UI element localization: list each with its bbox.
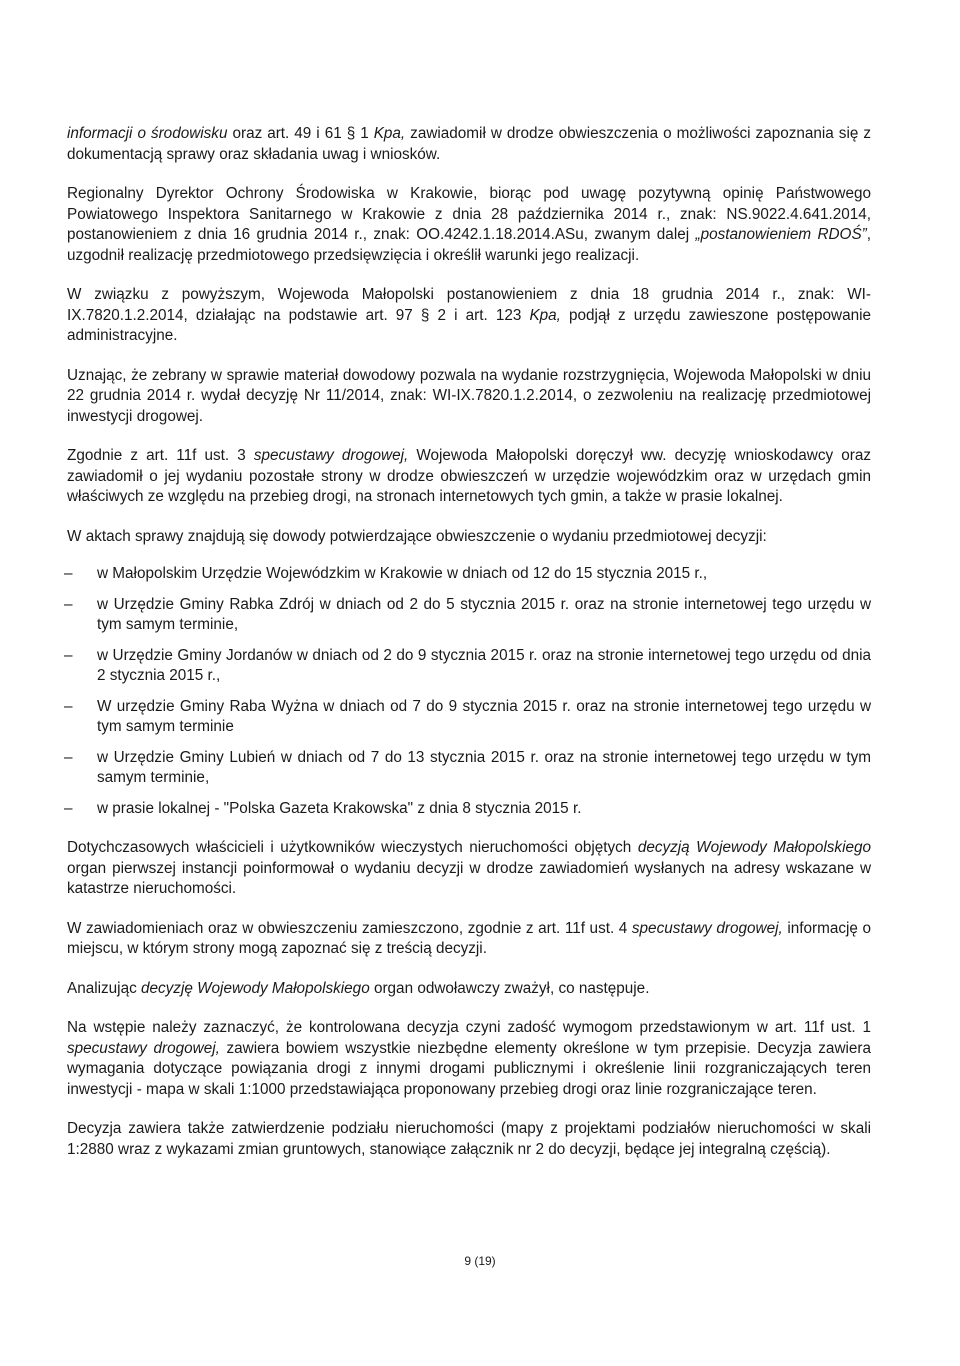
text-span: Analizując xyxy=(67,979,141,997)
paragraph-9 xyxy=(67,979,871,1000)
text-span: W zawiadomieniach oraz w obwieszczeniu zamieszczono, zgodnie z art. 11f ust. 4 xyxy=(67,919,632,937)
text-span: podjął z urzędu zawieszone postępowanie administracyjne. xyxy=(67,306,871,344)
italic-term: decyzją Wojewody Małopolskiego xyxy=(637,839,872,856)
page-number: 9 (19) xyxy=(464,1254,496,1268)
list-item: – W urzędzie Gminy Raba Wyżna w dniach od 7 do 9 stycznia 2015 r. oraz na stronie internetowej tego urzędu w tym samym terminie xyxy=(67,697,871,738)
text-span: W związku z powyższym, Wojewoda Małopolski postanowieniem z dnia 18 grudnia 2014 r., znak: WI-IX.7820.1.2.2014, działając na podstawie art. 97 § 2 i art. 123 xyxy=(67,286,871,324)
italic-term: specustawy drogowej, xyxy=(253,447,409,464)
list-item: – w Małopolskim Urzędzie Wojewódzkim w Krakowie w dniach od 12 do 15 stycznia 2015 r., xyxy=(67,564,871,585)
paragraph-11: Decyzja zawiera także zatwierdzenie podziału nieruchomości (mapy z projektami podziałów nieruchomości w skali 1:2880 wraz z wykazami zmian gruntowych, stanowiące załącznik nr 2 do decyzji, będące jej integralną częścią). xyxy=(67,1120,871,1158)
italic-term: Kpa, xyxy=(529,306,561,324)
text-span: organ pierwszej instancji poinformował o wydaniu decyzji w drodze zawiadomień wysłanych na adresy wskazane w katastrze nieruchomości. xyxy=(67,859,871,897)
document-body xyxy=(67,124,871,1179)
text-span: oraz art. 49 i 61 § 1 xyxy=(227,125,374,142)
text-span: Regionalny Dyrektor Ochrony Środowiska w Krakowie, biorąc pod uwagę pozytywną opinię Państwowego Powiatowego Inspektora Sanitarnego w Krakowie z dnia 28 października 2014 r., znak: NS.9022.4.641.2014, postanowieniem z dnia 16 grudnia 2014 r., znak: OO.4242.1.18.2014.ASu, zwanym dalej xyxy=(67,185,871,243)
italic-term: informacji o środowisku xyxy=(67,125,228,142)
list-item: – w Urzędzie Gminy Jordanów w dniach od 2 do 9 stycznia 2015 r. oraz na stronie internetowej tego urzędu od dnia 2 stycznia 2015 r., xyxy=(67,646,871,687)
text-span: informację o miejscu, w którym strony mogą zapoznać się z treścią decyzji. xyxy=(67,919,871,957)
italic-term: Kpa, xyxy=(373,125,406,142)
text-span: Zgodnie z art. 11f ust. 3 xyxy=(67,447,254,464)
paragraph-6: W aktach sprawy znajdują się dowody potwierdzające obwieszczenie o wydaniu przedmiotowej decyzji: xyxy=(67,527,767,545)
italic-term: decyzję Wojewody Małopolskiego xyxy=(140,979,370,997)
text-span: Dotychczasowych właścicieli i użytkowników wieczystych nieruchomości objętych xyxy=(67,839,638,856)
italic-term: „postanowieniem RDOŚ” xyxy=(695,226,867,243)
paragraph-4: Uznając, że zebrany w sprawie materiał dowodowy pozwala na wydanie rozstrzygnięcia, Wojewoda Małopolski w dniu 22 grudnia 2014 r. wydał decyzję Nr 11/2014, znak: WI-IX.7820.1.2.2014, o zezwoleniu na realizację przedmiotowej inwestycji drogowej. xyxy=(67,366,871,425)
paragraph-3 xyxy=(67,285,871,347)
paragraph-8 xyxy=(67,919,871,960)
paragraph-1 xyxy=(67,124,871,165)
announcement-list xyxy=(67,564,871,819)
text-span: organ odwoławczy zważył, co następuje. xyxy=(369,979,650,997)
text-span: zawiadomił w drodze obwieszczenia o możliwości zapoznania się z dokumentacją sprawy oraz składania uwag i wniosków. xyxy=(67,125,871,163)
italic-term: specustawy drogowej, xyxy=(631,919,783,937)
list-item: – w Urzędzie Gminy Rabka Zdrój w dniach od 2 do 5 stycznia 2015 r. oraz na stronie internetowej tego urzędu w tym samym terminie, xyxy=(67,595,871,636)
text-span: zawiera bowiem wszystkie niezbędne elementy określone w tym przepisie. Decyzja zawiera wymagania dotyczące powiązania drogi z innymi drogami publicznymi i określenie linii rozgraniczających teren inwestycji - mapa w skali 1:1000 przedstawiająca proponowany przebieg drogi oraz linie rozgraniczające teren. xyxy=(67,1039,871,1098)
paragraph-2 xyxy=(67,184,871,266)
italic-term: specustawy drogowej, xyxy=(67,1039,220,1057)
list-item: – w Urzędzie Gminy Lubień w dniach od 7 do 13 stycznia 2015 r. oraz na stronie internetowej tego urzędu w tym samym terminie, xyxy=(67,748,871,789)
text-span: , uzgodnił realizację przedmiotowego przedsięwzięcia i określił warunki jego realizacji. xyxy=(67,226,871,264)
paragraph-10 xyxy=(67,1018,871,1100)
list-item: – w prasie lokalnej - "Polska Gazeta Krakowska" z dnia 8 stycznia 2015 r. xyxy=(67,799,871,820)
text-span: Wojewoda Małopolski doręczył ww. decyzję wnioskodawcy oraz zawiadomił o jej wydaniu pozostałe strony w drodze obwieszczeń w urzędzie wojewódzkim oraz w urzędach gmin właściwych ze względu na przebieg drogi, na stronach internetowych tych gmin, a także w prasie lokalnej. xyxy=(67,447,871,505)
paragraph-5 xyxy=(67,446,871,508)
paragraph-7 xyxy=(67,838,871,900)
text-span: Na wstępie należy zaznaczyć, że kontrolowana decyzja czyni zadość wymogom przedstawionym w art. 11f ust. 1 xyxy=(67,1019,871,1036)
